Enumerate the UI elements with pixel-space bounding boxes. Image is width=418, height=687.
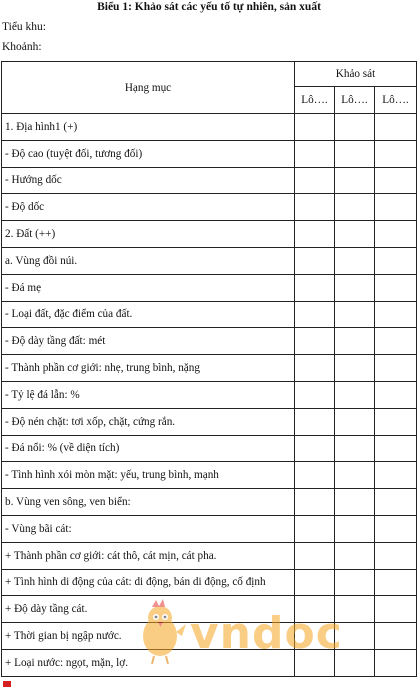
- lot-cell[interactable]: [335, 328, 375, 355]
- plot-label: Khoảnh:: [2, 41, 42, 53]
- table-row: [2, 328, 417, 355]
- row-category: - Độ nén chặt: tơi xốp, chặt, cứng rắn.: [2, 408, 295, 435]
- table-row: [2, 301, 417, 328]
- lot-cell[interactable]: [295, 515, 335, 542]
- footer-mark: [3, 681, 11, 687]
- table-row: [2, 381, 417, 408]
- lot-cell[interactable]: [375, 569, 417, 596]
- lot-cell[interactable]: [295, 596, 335, 623]
- lot-cell[interactable]: [335, 355, 375, 382]
- lot-cell[interactable]: [375, 114, 417, 141]
- row-category: + Thời gian bị ngập nước.: [2, 623, 295, 650]
- table-row: [2, 462, 417, 489]
- lot-cell[interactable]: [335, 194, 375, 221]
- lot-cell[interactable]: [335, 596, 375, 623]
- lot-cell[interactable]: [335, 408, 375, 435]
- lot-cell[interactable]: [375, 194, 417, 221]
- lot-cell[interactable]: [375, 623, 417, 650]
- lot-cell[interactable]: [375, 596, 417, 623]
- row-category: - Thành phần cơ giới: nhẹ, trung bình, nặng: [2, 355, 295, 382]
- row-category: - Vùng bãi cát:: [2, 515, 295, 542]
- lot-cell[interactable]: [335, 542, 375, 569]
- lot-cell[interactable]: [335, 649, 375, 676]
- lot-cell[interactable]: [335, 381, 375, 408]
- watermark-text: vndoc: [190, 608, 343, 659]
- lot-cell[interactable]: [375, 247, 417, 274]
- row-category: + Thành phần cơ giới: cát thô, cát mịn, cát pha.: [2, 542, 295, 569]
- row-category: 2. Đất (++): [2, 221, 295, 248]
- lot-cell[interactable]: [295, 328, 335, 355]
- row-category: - Đá nổi: % (về diện tích): [2, 435, 295, 462]
- document-title: Biểu 1: Khảo sát các yếu tố tự nhiên, sản xuất: [97, 1, 321, 13]
- row-category: 1. Địa hình1 (+): [2, 114, 295, 141]
- lot-cell[interactable]: [295, 247, 335, 274]
- row-category: - Độ dốc: [2, 194, 295, 221]
- lot-cell[interactable]: [295, 355, 335, 382]
- row-category: - Tình hình xói mòn mặt: yếu, trung bình, mạnh: [2, 462, 295, 489]
- lot-cell[interactable]: [375, 355, 417, 382]
- header-survey: Khảo sát: [295, 62, 417, 87]
- lot-cell[interactable]: [335, 221, 375, 248]
- lot-cell[interactable]: [295, 114, 335, 141]
- lot-cell[interactable]: [295, 408, 335, 435]
- lot-cell[interactable]: [335, 462, 375, 489]
- lot-cell[interactable]: [295, 542, 335, 569]
- lot-header-3: Lô….: [375, 87, 417, 114]
- lot-cell[interactable]: [335, 435, 375, 462]
- table-row: [2, 247, 417, 274]
- lot-cell[interactable]: [375, 462, 417, 489]
- lot-cell[interactable]: [295, 221, 335, 248]
- survey-table: [1, 61, 417, 677]
- lot-cell[interactable]: [335, 274, 375, 301]
- lot-cell[interactable]: [335, 301, 375, 328]
- row-category: - Độ dày tầng đất: mét: [2, 328, 295, 355]
- table-row: [2, 355, 417, 382]
- row-category: a. Vùng đồi núi.: [2, 247, 295, 274]
- table-row: [2, 435, 417, 462]
- table-row: [2, 194, 417, 221]
- table-row: [2, 408, 417, 435]
- lot-cell[interactable]: [335, 247, 375, 274]
- table-row: [2, 515, 417, 542]
- lot-cell[interactable]: [295, 489, 335, 516]
- lot-header-1: Lô….: [295, 87, 335, 114]
- row-category: - Loại đất, đặc điểm của đất.: [2, 301, 295, 328]
- row-category: + Độ dày tầng cát.: [2, 596, 295, 623]
- lot-cell[interactable]: [375, 301, 417, 328]
- lot-cell[interactable]: [295, 623, 335, 650]
- lot-cell[interactable]: [375, 408, 417, 435]
- lot-cell[interactable]: [295, 569, 335, 596]
- table-row: [2, 274, 417, 301]
- table-row: [2, 649, 417, 676]
- row-category: + Tình hình di động của cát: di động, bán di động, cố định: [2, 569, 295, 596]
- lot-cell[interactable]: [375, 649, 417, 676]
- lot-cell[interactable]: [295, 301, 335, 328]
- lot-cell[interactable]: [295, 274, 335, 301]
- lot-cell[interactable]: [295, 167, 335, 194]
- lot-cell[interactable]: [335, 140, 375, 167]
- row-category: - Tỷ lệ đá lẫn: %: [2, 381, 295, 408]
- table-row: [2, 489, 417, 516]
- table-row: [2, 114, 417, 141]
- table-row: [2, 542, 417, 569]
- lot-cell[interactable]: [295, 381, 335, 408]
- lot-cell[interactable]: [335, 569, 375, 596]
- lot-cell[interactable]: [375, 542, 417, 569]
- lot-cell[interactable]: [295, 194, 335, 221]
- lot-cell[interactable]: [335, 489, 375, 516]
- lot-cell[interactable]: [335, 515, 375, 542]
- lot-cell[interactable]: [295, 462, 335, 489]
- lot-cell[interactable]: [375, 140, 417, 167]
- lot-cell[interactable]: [375, 328, 417, 355]
- lot-cell[interactable]: [295, 140, 335, 167]
- lot-cell[interactable]: [375, 489, 417, 516]
- lot-header-2: Lô….: [335, 87, 375, 114]
- table-row: [2, 623, 417, 650]
- table-row: [2, 596, 417, 623]
- row-category: b. Vùng ven sông, ven biển:: [2, 489, 295, 516]
- table-row: [2, 569, 417, 596]
- lot-cell[interactable]: [335, 167, 375, 194]
- table-row: [2, 221, 417, 248]
- lot-cell[interactable]: [375, 515, 417, 542]
- lot-cell[interactable]: [335, 623, 375, 650]
- lot-cell[interactable]: [375, 381, 417, 408]
- lot-cell[interactable]: [335, 114, 375, 141]
- row-category: + Loại nước: ngọt, mặn, lợ.: [2, 649, 295, 676]
- lot-cell[interactable]: [375, 167, 417, 194]
- area-label: Tiểu khu:: [2, 21, 46, 33]
- lot-cell[interactable]: [295, 649, 335, 676]
- table-row: [2, 140, 417, 167]
- table-row: [2, 167, 417, 194]
- row-category: - Đá mẹ: [2, 274, 295, 301]
- lot-cell[interactable]: [375, 221, 417, 248]
- header-category: Hạng mục: [2, 62, 295, 114]
- row-category: - Độ cao (tuyệt đối, tương đối): [2, 140, 295, 167]
- lot-cell[interactable]: [375, 435, 417, 462]
- row-category: - Hướng dốc: [2, 167, 295, 194]
- lot-cell[interactable]: [375, 274, 417, 301]
- lot-cell[interactable]: [295, 435, 335, 462]
